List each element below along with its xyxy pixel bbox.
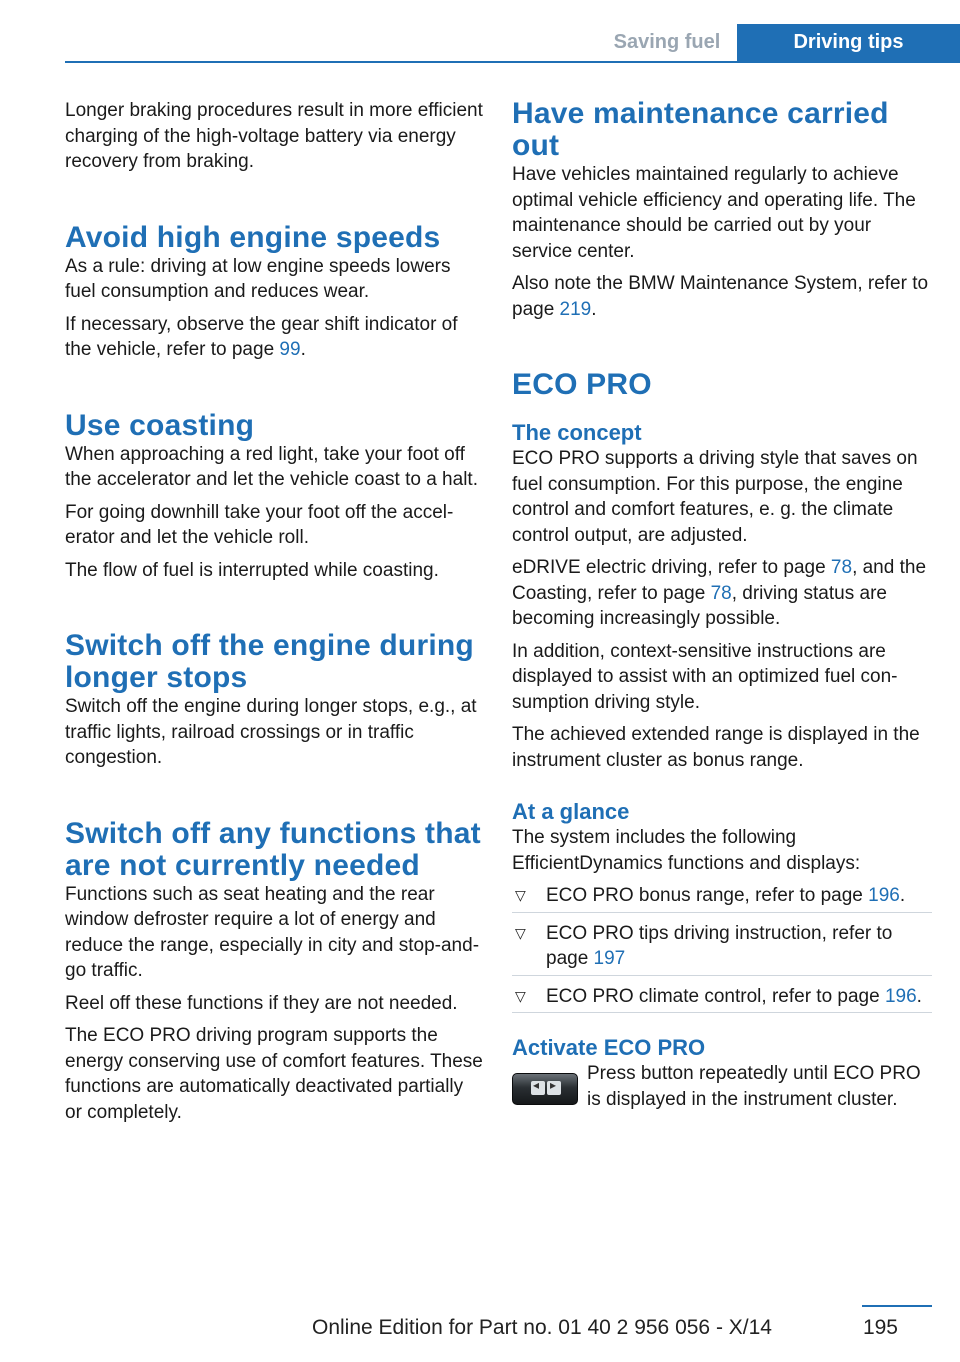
eco-pro-rocker-button-icon xyxy=(512,1073,578,1105)
edition-label: Online Edition for Part no. 01 40 2 956 056 - X/14 xyxy=(312,1316,772,1339)
header-tab-driving-tips[interactable]: Driving tips xyxy=(737,24,960,61)
paragraph: If necessary, observe the gear shift indicator of the vehicle, refer to page 99. xyxy=(65,313,458,360)
heading-switch-off-engine: Switch off the engine during longer stops xyxy=(65,629,474,694)
page-link[interactable]: 196 xyxy=(868,885,900,906)
heading-use-coasting: Use coasting xyxy=(65,408,255,442)
page-link[interactable]: 219 xyxy=(559,298,592,320)
bullet-triangle-icon: ▽ xyxy=(515,924,526,941)
list-item: ▽ ECO PRO tips driving instruction, refer to page 197 xyxy=(512,921,932,972)
paragraph: The flow of fuel is interrupted while coasting. xyxy=(65,559,439,581)
page-link[interactable]: 196 xyxy=(884,985,917,1007)
subheading-at-a-glance: At a glance xyxy=(512,799,630,824)
paragraph: Switch off the engine during longer stops, e.g., at traffic lights, railroad crossings or in traffic congestion. xyxy=(65,696,477,768)
paragraph: Functions such as seat heating and the rear window defroster require a lot of energy and reduce the range, especially in city and stop-and-go traffic. xyxy=(65,883,480,981)
right-column xyxy=(512,98,932,1119)
paragraph: As a rule: driving at low engine speeds lowers fuel consumption and reduces wear. xyxy=(65,255,451,302)
paragraph: eDRIVE electric driving, refer to page 78, and the Coasting, refer to page 78, driving status are becoming increasingly possible. xyxy=(512,557,927,629)
heading-have-maintenance: Have maintenance carried out xyxy=(512,97,889,162)
left-column xyxy=(65,98,485,1132)
paragraph: For going downhill take your foot off the accelerator and let the vehicle roll. xyxy=(65,501,454,548)
paragraph: ECO PRO supports a driving style that saves on fuel consumption. For this purpose, the engine control and comfort features, e. g. the climate control output, are adjusted. xyxy=(512,448,918,546)
header-rule xyxy=(65,61,960,63)
page-link[interactable]: 78 xyxy=(830,557,853,578)
page-number: 195 xyxy=(862,1316,898,1339)
paragraph: In addition, context-sensitive instructions are displayed to assist with an optimized fuel consumption driving style. xyxy=(512,640,898,713)
bullet-triangle-icon: ▽ xyxy=(515,987,526,1004)
intro-paragraph: Longer braking procedures result in more efficient charging of the high-voltage battery via energy recovery from braking. xyxy=(65,100,483,172)
paragraph: Press button repeatedly until ECO PRO is displayed in the instrument cluster. xyxy=(587,1063,921,1110)
list-item: ▽ ECO PRO bonus range, refer to page 196. xyxy=(512,883,932,909)
heading-eco-pro: ECO PRO xyxy=(512,368,652,401)
paragraph: Have vehicles maintained regularly to achieve optimal vehicle efficiency and operating life. The maintenance should be carried out by your service center. xyxy=(512,164,916,262)
footer-rule xyxy=(862,1305,932,1307)
subheading-activate-eco-pro: Activate ECO PRO xyxy=(512,1035,706,1060)
paragraph: The achieved extended range is displayed in the instrument cluster as bonus range. xyxy=(512,724,920,771)
page-link[interactable]: 99 xyxy=(279,339,301,360)
heading-avoid-high-engine-speeds: Avoid high engine speeds xyxy=(65,220,441,254)
bullet-triangle-icon: ▽ xyxy=(515,887,526,903)
header-tab-saving-fuel[interactable]: Saving fuel xyxy=(613,31,721,53)
paragraph: When approaching a red light, take your foot off the accelerator and let the vehicle coast to a halt. xyxy=(65,443,478,490)
paragraph: The system includes the following EfficientDynamics functions and displays: xyxy=(512,827,861,874)
page-link[interactable]: 197 xyxy=(593,948,626,969)
paragraph: The ECO PRO driving program supports the energy conserving use of comfort features. These functions are automatically deactivated partially or completely. xyxy=(65,1025,483,1123)
paragraph: Reel off these functions if they are not needed. xyxy=(65,992,458,1014)
page-link[interactable]: 78 xyxy=(710,582,732,604)
heading-switch-off-functions: Switch off any functions that are not currently needed xyxy=(65,816,481,882)
paragraph: Also note the BMW Maintenance System, refer to page 219. xyxy=(512,273,929,320)
function-list xyxy=(512,883,932,1009)
list-item: ▽ ECO PRO climate control, refer to page 196. xyxy=(512,984,932,1010)
subheading-the-concept: The concept xyxy=(512,420,642,445)
